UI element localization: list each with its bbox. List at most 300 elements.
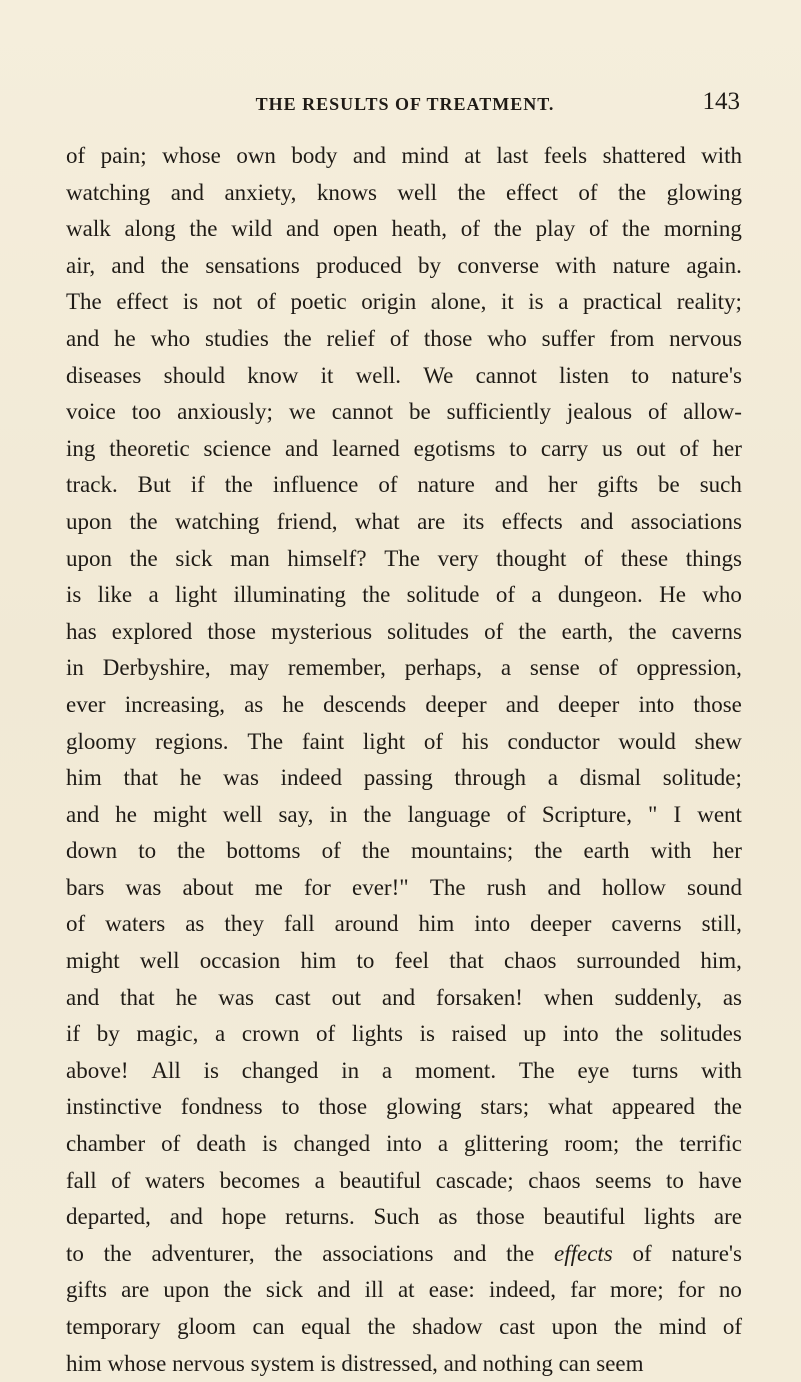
word: by (96, 1021, 120, 1047)
word: and (285, 435, 319, 461)
word: of (316, 1021, 336, 1047)
word: lights (643, 1204, 696, 1230)
word: influence (272, 472, 359, 498)
text-line (66, 1309, 742, 1346)
word: deeper (558, 691, 620, 717)
word: would (618, 728, 676, 754)
word: shew (694, 728, 742, 754)
word: might (153, 801, 207, 827)
word: oppression, (636, 655, 742, 681)
word: bottoms (226, 838, 301, 864)
word: studies (204, 325, 269, 351)
word: wild (231, 216, 273, 242)
word: and (170, 179, 204, 205)
word: with (650, 838, 692, 864)
word: nature's (671, 1240, 742, 1266)
word: himself? (287, 545, 367, 571)
word: hollow (601, 874, 666, 900)
word: from (609, 325, 655, 351)
word: of (506, 801, 526, 827)
word: and (169, 1204, 203, 1230)
word: theoretic (109, 435, 190, 461)
word: and (381, 984, 416, 1010)
word: sound (687, 874, 742, 900)
word: suffer (541, 325, 595, 351)
word: produced (316, 252, 402, 278)
word: origin (361, 289, 417, 315)
text-line (66, 211, 742, 248)
word: a (558, 289, 569, 315)
word: is (66, 582, 82, 608)
word: cannot (475, 362, 537, 388)
word: may (229, 655, 270, 681)
word: cascade; (435, 1167, 514, 1193)
word: air, (66, 252, 96, 278)
word: dismal (579, 765, 641, 791)
word: faint (301, 728, 345, 754)
word: of (423, 728, 444, 754)
word: very (437, 545, 479, 571)
word: up (523, 1021, 547, 1047)
word: at (397, 1277, 415, 1303)
word: of (460, 216, 480, 242)
word: mind (658, 1314, 707, 1339)
word: The (518, 1057, 555, 1083)
word: is (419, 1021, 435, 1047)
word: have (698, 1167, 742, 1193)
word: gifts (66, 1277, 107, 1303)
word: with (555, 252, 597, 278)
word: us (602, 435, 623, 461)
word: indeed (280, 765, 342, 791)
word: him (66, 765, 102, 791)
word: gloomy (66, 728, 137, 754)
word: by (418, 252, 442, 278)
word: chamber (66, 1131, 146, 1157)
word: watching (175, 508, 260, 534)
word: the (283, 325, 312, 351)
word: not (212, 289, 243, 315)
word: in (66, 655, 84, 681)
word: a (437, 1131, 449, 1157)
word: of (66, 911, 86, 937)
text-line (66, 321, 742, 358)
word: mountains; (411, 838, 514, 864)
word: own (236, 143, 276, 168)
word: of (161, 1131, 181, 1157)
word: of (632, 1240, 652, 1266)
word: rush (486, 874, 527, 900)
word: well (139, 948, 180, 974)
word: caverns (611, 911, 682, 937)
word: nature (417, 472, 475, 498)
word: solitudes (387, 618, 469, 644)
text-line (66, 760, 742, 797)
word: he (175, 984, 198, 1010)
word: fall (66, 1167, 97, 1193)
word: glowing (386, 1094, 462, 1120)
word: in (329, 801, 348, 827)
word: forsaken! (436, 984, 523, 1010)
word: ing (66, 435, 96, 461)
word: We (423, 362, 454, 388)
word: I (673, 801, 682, 827)
word: egotisms (413, 435, 496, 461)
word: upon (551, 1314, 598, 1339)
word: the (713, 1094, 742, 1120)
text-line (66, 943, 742, 980)
word: to (138, 838, 157, 864)
word: sense (529, 655, 580, 681)
word: should (163, 362, 225, 388)
word: out (636, 435, 666, 461)
word: earth (583, 838, 630, 864)
word: and (443, 1350, 477, 1376)
word: those (476, 1204, 525, 1230)
word: of (389, 325, 410, 351)
word: anxiety, (224, 179, 297, 205)
word: was (125, 874, 162, 900)
word: to (509, 435, 528, 461)
word: and (453, 1240, 487, 1266)
word: of (66, 143, 86, 168)
page-number: 143 (702, 88, 740, 115)
word: a (214, 1021, 226, 1047)
word: " (648, 801, 658, 827)
word: ill (364, 1277, 384, 1303)
word: of (722, 1314, 742, 1339)
word: and (505, 691, 539, 717)
word: he (179, 765, 202, 791)
word: that (123, 765, 158, 791)
word: who (150, 325, 191, 351)
word: waters (144, 1167, 206, 1193)
word: equal (301, 1314, 351, 1339)
word: effect (506, 179, 558, 205)
word: man (230, 545, 270, 571)
word: chaos (528, 1167, 581, 1193)
word: far (570, 1277, 596, 1303)
word: like (97, 582, 133, 608)
word: appeared (611, 1094, 695, 1120)
word: her (712, 838, 742, 864)
word: pain; (100, 143, 147, 168)
word: poetic (290, 289, 347, 315)
word: solitude (406, 582, 480, 608)
text-line (66, 467, 742, 504)
text-line (66, 541, 742, 578)
text-line (66, 1272, 742, 1309)
word: that (449, 948, 484, 974)
text-line (66, 870, 742, 907)
word: mind (401, 143, 449, 168)
word: dungeon. (557, 582, 643, 608)
word: diseases (66, 362, 142, 388)
word: lights (351, 1021, 403, 1047)
word: a (381, 1057, 393, 1083)
text-line (66, 724, 742, 761)
word: changed (293, 1131, 371, 1157)
word: such (699, 472, 742, 498)
word: about (182, 874, 234, 900)
word: through (454, 765, 526, 791)
word: above! (66, 1057, 129, 1083)
text-line (66, 431, 742, 468)
word: solitude; (662, 765, 742, 791)
word: conductor (507, 728, 600, 754)
word: passing (363, 765, 433, 791)
word: him, (700, 948, 742, 974)
word: and (317, 1277, 351, 1303)
text-line (66, 1016, 742, 1053)
word: her (547, 472, 578, 498)
word: heath, (391, 216, 448, 242)
word: it (500, 289, 514, 315)
word: and (66, 801, 100, 827)
word: the (361, 838, 390, 864)
word: who (487, 325, 527, 351)
word: nature's (671, 362, 742, 388)
word: moment. (414, 1057, 497, 1083)
word: departed, (66, 1204, 151, 1230)
word: nervous (669, 325, 742, 351)
word: alone, (430, 289, 487, 315)
word: was (223, 765, 259, 791)
word: her (712, 435, 742, 461)
word: seem (596, 1350, 644, 1376)
word: Scripture, (541, 801, 632, 827)
word: system (250, 1350, 315, 1376)
word: track. (66, 472, 118, 498)
word: stars; (480, 1094, 530, 1120)
word: to (631, 362, 650, 388)
word: into (474, 911, 511, 937)
word: cast (499, 1314, 535, 1339)
text-line (66, 1163, 742, 1200)
word: he (114, 325, 136, 351)
word: glowing (666, 179, 742, 205)
text-line (66, 1199, 742, 1236)
word: feel (394, 948, 430, 974)
text-line (66, 687, 742, 724)
word: well. (355, 362, 401, 388)
word: eye (577, 1057, 610, 1083)
word: knows (316, 179, 377, 205)
word: solitudes (660, 1021, 742, 1047)
text-line (66, 577, 742, 614)
word: illuminating (233, 582, 346, 608)
word: beautiful (543, 1204, 626, 1230)
word: of (598, 655, 618, 681)
word: room; (564, 1131, 620, 1157)
text-line (66, 1346, 742, 1382)
word: be (658, 472, 680, 498)
word: He (659, 582, 686, 608)
text-line (66, 394, 742, 431)
word: the (160, 252, 190, 278)
word: be (408, 399, 431, 425)
word: him (418, 911, 455, 937)
word: might (66, 948, 120, 974)
body-text (66, 138, 742, 1382)
word: and (580, 508, 614, 534)
word: around (334, 911, 399, 937)
word: Derbyshire, (102, 655, 211, 681)
word: surrounded (576, 948, 681, 974)
word: of (111, 1167, 131, 1193)
word: body (291, 143, 338, 168)
word: instinctive (66, 1094, 162, 1120)
text-line (66, 980, 742, 1017)
word: The (66, 289, 102, 315)
word: bars (66, 874, 105, 900)
word: the (129, 545, 158, 571)
word: for (304, 874, 331, 900)
word: effects (554, 1240, 613, 1266)
word: anxiously; (177, 399, 273, 425)
word: down (66, 838, 118, 864)
word: along (124, 216, 176, 242)
word: of (578, 179, 598, 205)
word: effect (116, 289, 169, 315)
word: terrific (679, 1131, 742, 1157)
word: carry (540, 435, 589, 461)
word: of (484, 618, 504, 644)
word: turns (632, 1057, 679, 1083)
word: listen (559, 362, 609, 388)
word: into (562, 1021, 599, 1047)
word: the (189, 216, 218, 242)
word: are (713, 1204, 742, 1230)
word: descends (323, 691, 407, 717)
word: what (548, 1094, 593, 1120)
word: well (222, 801, 263, 827)
text-line (66, 1053, 742, 1090)
word: those (318, 1094, 368, 1120)
word: light (362, 728, 406, 754)
word: morning (663, 216, 742, 242)
word: of (679, 435, 699, 461)
word: the (367, 1314, 396, 1339)
word: hope (221, 1204, 267, 1230)
text-line (66, 833, 742, 870)
word: the (628, 618, 657, 644)
word: whose (162, 143, 221, 168)
word: went (697, 801, 742, 827)
word: with (701, 143, 742, 168)
word: science (203, 435, 272, 461)
word: distressed, (341, 1350, 438, 1376)
word: are (417, 508, 446, 534)
word: a (547, 765, 558, 791)
word: the (518, 618, 547, 644)
word: returns. (285, 1204, 355, 1230)
word: is (528, 289, 544, 315)
word: me (254, 874, 283, 900)
text-line (66, 614, 742, 651)
word: more; (609, 1277, 664, 1303)
word: is (262, 1131, 278, 1157)
word: know (247, 362, 299, 388)
text-line (66, 797, 742, 834)
word: he (115, 801, 137, 827)
word: again. (686, 252, 742, 278)
word: a (148, 582, 159, 608)
word: nervous (172, 1350, 245, 1376)
word: when (543, 984, 594, 1010)
word: increasing, (124, 691, 225, 717)
running-head (70, 86, 740, 122)
word: changed (241, 1057, 319, 1083)
word: and (66, 984, 100, 1010)
word: those (693, 691, 742, 717)
word: is (182, 289, 199, 315)
word: The (384, 545, 420, 571)
word: gloom (177, 1314, 236, 1339)
word: the (614, 1314, 643, 1339)
word: the (129, 508, 158, 534)
word: is (320, 1350, 336, 1376)
word: into (638, 691, 675, 717)
word: mysterious (271, 618, 373, 644)
word: the (223, 1277, 252, 1303)
word: of (648, 399, 668, 425)
word: say, (278, 801, 314, 827)
word: these (620, 545, 669, 571)
word: those (423, 325, 473, 351)
word: as (438, 1204, 458, 1230)
word: as (722, 984, 742, 1010)
word: occasion (199, 948, 281, 974)
word: at (464, 143, 481, 168)
word: suddenly, (614, 984, 702, 1010)
word: cannot (331, 399, 393, 425)
word: caverns (671, 618, 742, 644)
word: remember, (287, 655, 386, 681)
word: walk (66, 216, 111, 242)
word: ever (66, 691, 106, 717)
word: shadow (412, 1314, 483, 1339)
word: for (677, 1277, 705, 1303)
word: what (354, 508, 400, 534)
word: as (185, 911, 205, 937)
word: becomes (219, 1167, 301, 1193)
word: its (462, 508, 485, 534)
word: the (621, 216, 651, 242)
word: still, (701, 911, 742, 937)
word: converse (457, 252, 540, 278)
word: cast (274, 984, 311, 1010)
running-title: THE RESULTS OF TREATMENT. (255, 94, 555, 114)
word: light (175, 582, 218, 608)
word: that (120, 984, 155, 1010)
text-line (66, 175, 742, 212)
word: Such (373, 1204, 420, 1230)
word: a (531, 582, 542, 608)
word: if (66, 1021, 81, 1047)
word: indeed, (488, 1277, 556, 1303)
text-line (66, 358, 742, 395)
word: in (341, 1057, 360, 1083)
word: they (224, 911, 264, 937)
word: gifts (597, 472, 639, 498)
word: sufficiently (446, 399, 551, 425)
word: the (534, 838, 563, 864)
word: him (66, 1350, 102, 1376)
text-line (66, 650, 742, 687)
word: sick (265, 1277, 303, 1303)
word: with (701, 1057, 742, 1083)
